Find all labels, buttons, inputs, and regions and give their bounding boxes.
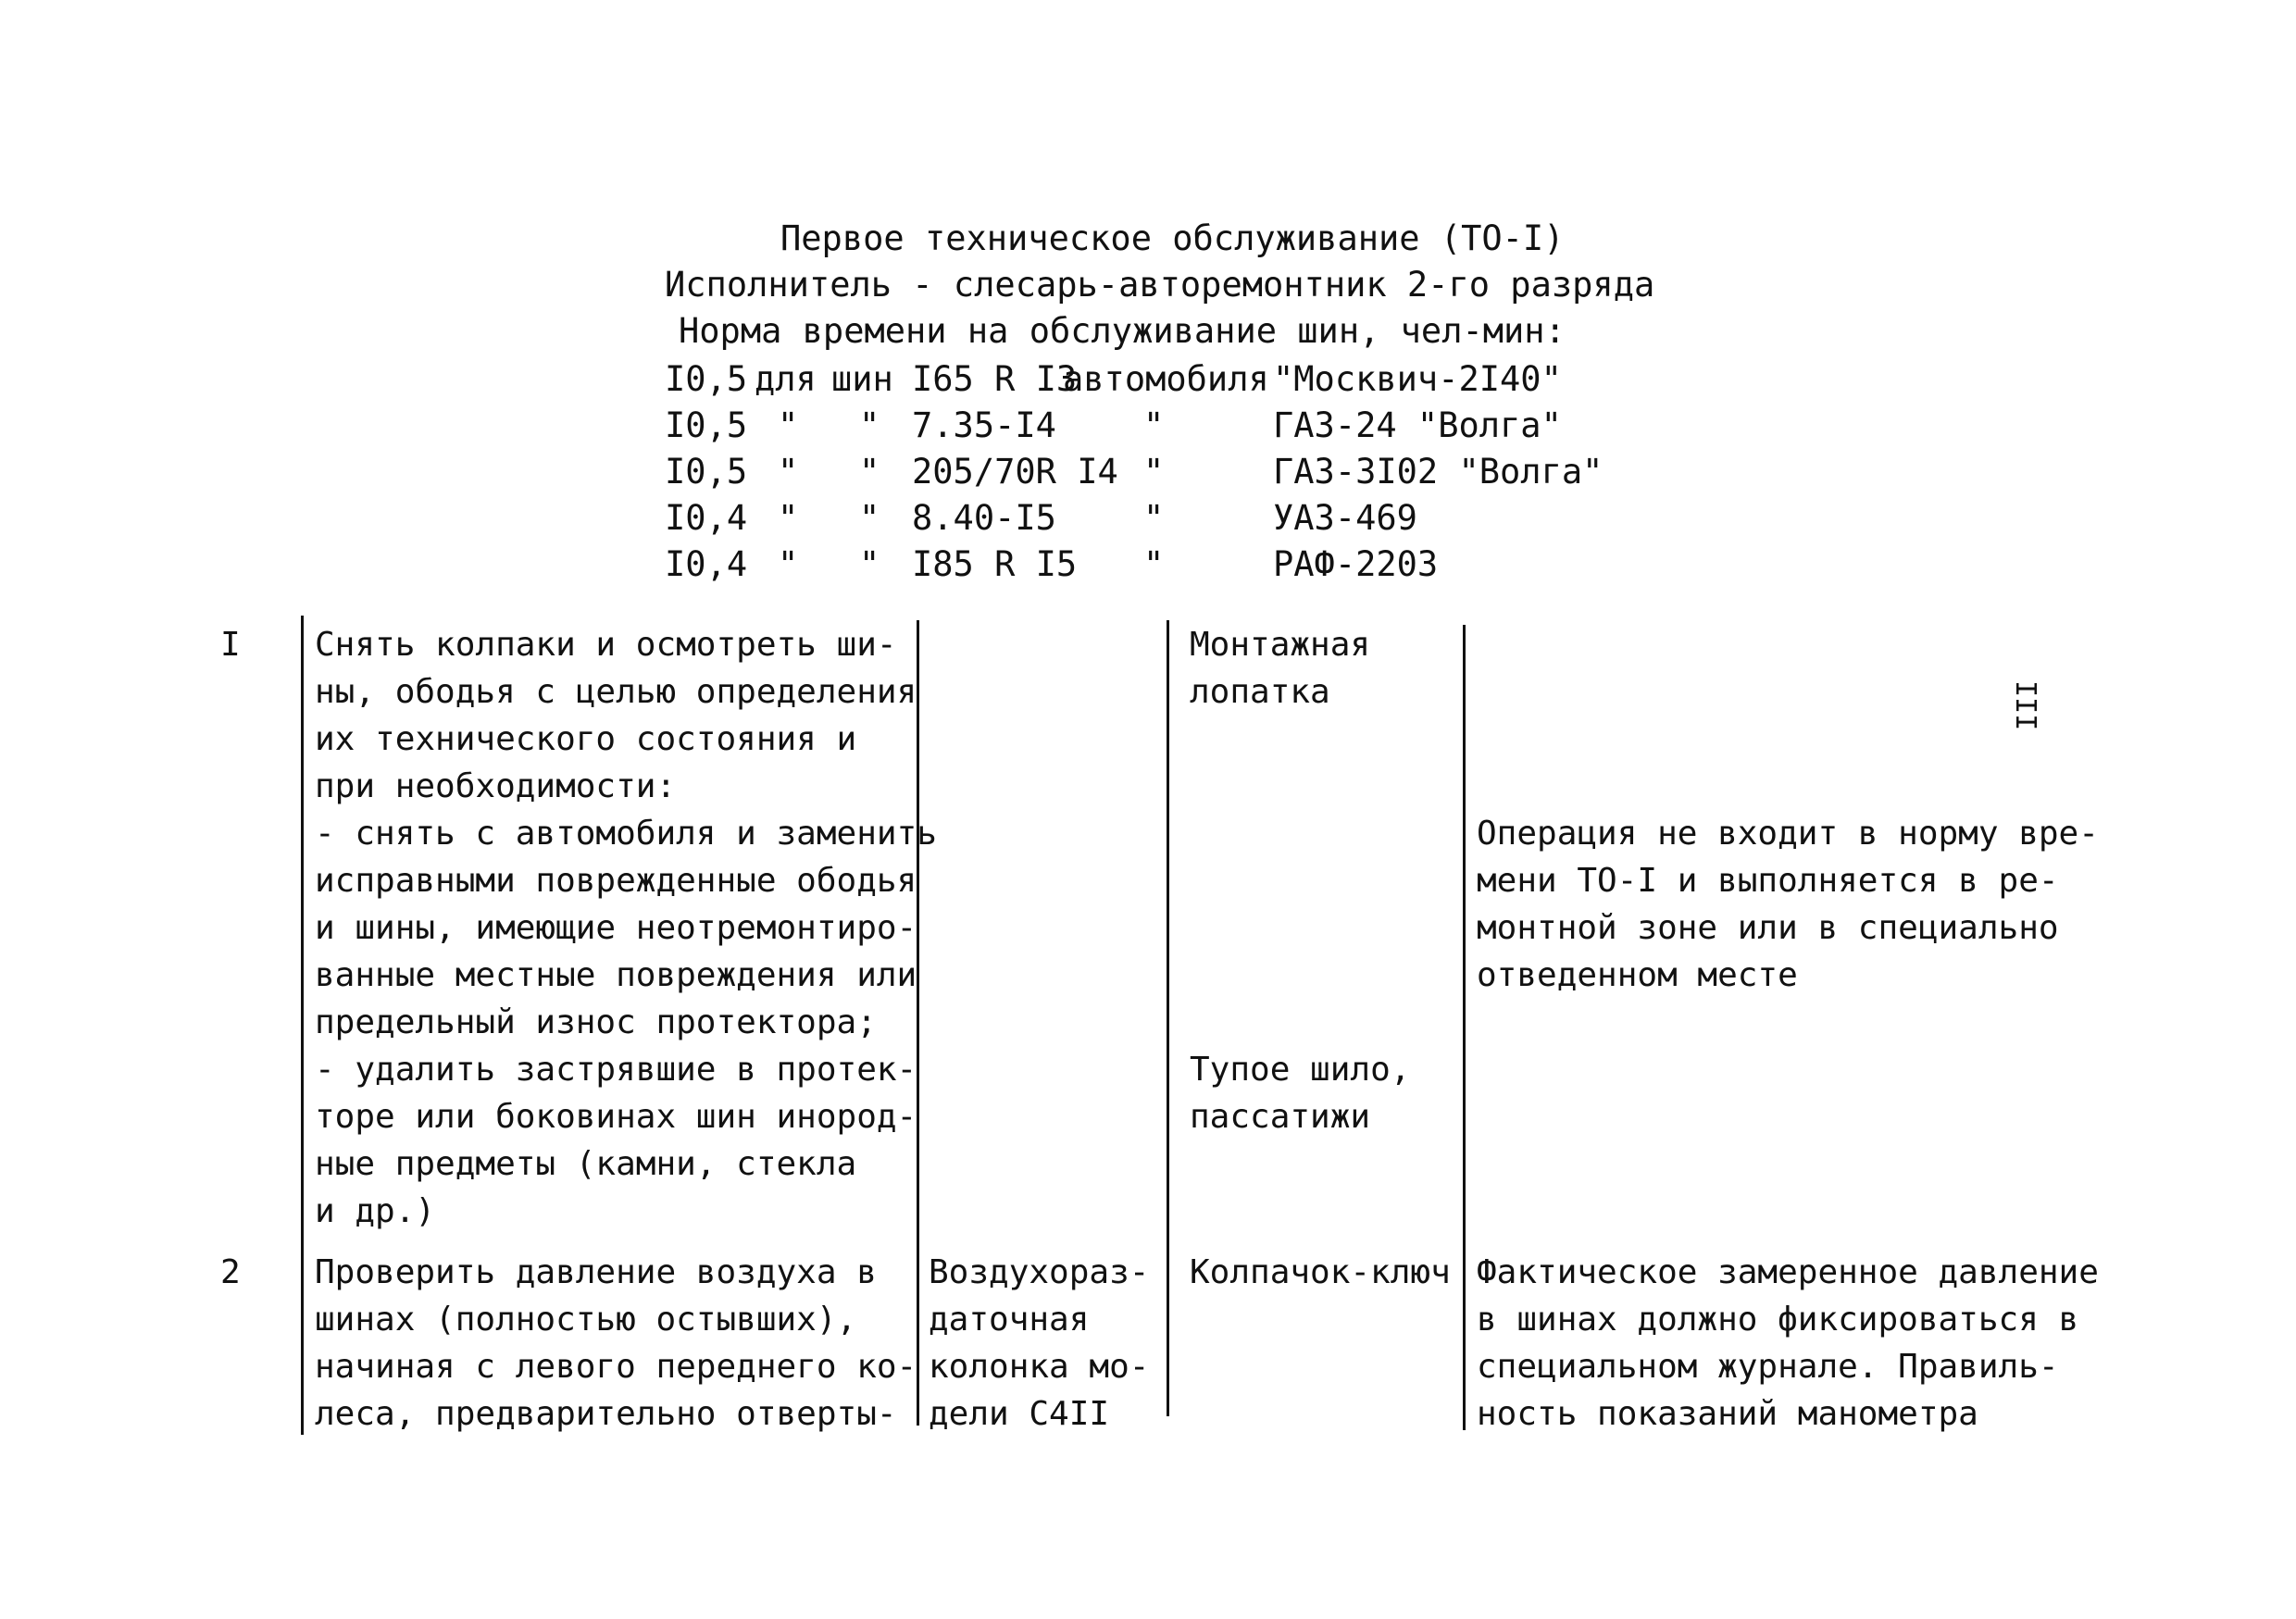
operation-line: шинах (полностью остывших), xyxy=(315,1301,857,1339)
operation-line: исправными поврежденные ободья xyxy=(315,862,917,900)
doc-title: Первое техническое обслуживание (ТО-I) xyxy=(780,218,1565,258)
column-divider xyxy=(1167,620,1169,1416)
column-divider xyxy=(301,616,304,1435)
norm-tire-size: 205/70R I4 xyxy=(912,452,1118,492)
norm-value: I0,5 xyxy=(665,359,748,399)
norm-tire-size: 7.35-I4 xyxy=(912,405,1056,445)
norm-ditto: " xyxy=(778,452,799,492)
row-number: 2 xyxy=(220,1253,241,1291)
norm-ditto: " xyxy=(859,498,880,538)
note-line: в шинах должно фиксироваться в xyxy=(1477,1301,2079,1339)
norm-value: I0,5 xyxy=(665,452,748,492)
norm-value: I0,4 xyxy=(665,498,748,538)
operation-line: Проверить давление воздуха в xyxy=(315,1253,877,1291)
equipment-line: дели С4II xyxy=(929,1395,1110,1433)
note-line: мени ТО-I и выполняется в ре- xyxy=(1477,862,2059,900)
operation-line: их технического состояния и xyxy=(315,720,857,758)
norm-ditto: " xyxy=(859,544,880,584)
tool-line: Монтажная xyxy=(1190,626,1371,664)
norm-ditto: " xyxy=(859,405,880,445)
equipment-line: Воздухораз- xyxy=(929,1253,1150,1291)
norm-car: ГАЗ-3I02 "Волга" xyxy=(1273,452,1603,492)
note-line: ность показаний манометра xyxy=(1477,1395,1978,1433)
norm-tire-size: I65 R I3 xyxy=(912,359,1078,399)
operation-line: и шины, имеющие неотремонтиро- xyxy=(315,909,917,947)
norm-car: "Москвич-2I40" xyxy=(1273,359,1562,399)
operation-line: и др.) xyxy=(315,1192,436,1230)
operation-line: Снять колпаки и осмотреть ши- xyxy=(315,626,897,664)
note-line: отведенном месте xyxy=(1477,956,1798,994)
equipment-line: даточная xyxy=(929,1301,1090,1339)
equipment-line: колонка мо- xyxy=(929,1348,1150,1386)
operation-line: торе или боковинах шин инород- xyxy=(315,1098,917,1136)
operation-line: - снять с автомобиля и заменить xyxy=(315,815,937,853)
margin-mark: III xyxy=(2009,680,2041,731)
note-line: специальном журнале. Правиль- xyxy=(1477,1348,2059,1386)
tool-line: пассатижи xyxy=(1190,1098,1371,1136)
norm-tires: шин xyxy=(831,359,893,399)
norm-ditto: " xyxy=(778,544,799,584)
operation-line: ны, ободья с целью определения xyxy=(315,673,917,711)
norm-ditto: " xyxy=(778,405,799,445)
note-line: монтной зоне или в специально xyxy=(1477,909,2059,947)
operation-line: леса, предварительно отверты- xyxy=(315,1395,897,1433)
norm-value: I0,5 xyxy=(665,405,748,445)
norm-value: I0,4 xyxy=(665,544,748,584)
tool-line: Тупое шило, xyxy=(1190,1051,1411,1089)
operation-line: при необходимости: xyxy=(315,767,677,805)
note-line: Фактическое замеренное давление xyxy=(1477,1253,2099,1291)
norm-ditto: " xyxy=(1143,498,1165,538)
operation-line: предельный износ протектора; xyxy=(315,1003,877,1041)
operation-line: - удалить застрявшие в протек- xyxy=(315,1051,917,1089)
norm-car: УАЗ-469 xyxy=(1273,498,1417,538)
norm-car: РАФ-2203 xyxy=(1273,544,1439,584)
tool-line: лопатка xyxy=(1190,673,1330,711)
norm-tire-size: 8.40-I5 xyxy=(912,498,1056,538)
column-divider xyxy=(917,620,919,1426)
operation-line: начиная с левого переднего ко- xyxy=(315,1348,917,1386)
norm-tire-size: I85 R I5 xyxy=(912,544,1078,584)
norm-caption: Норма времени на обслуживание шин, чел-мин: xyxy=(679,311,1566,351)
row-number: I xyxy=(220,626,241,664)
norm-ditto: " xyxy=(859,452,880,492)
norm-ditto: " xyxy=(1143,544,1165,584)
column-divider xyxy=(1463,625,1466,1430)
norm-for: для xyxy=(755,359,817,399)
norm-ditto: " xyxy=(778,498,799,538)
norm-ditto: " xyxy=(1143,405,1165,445)
norm-car: ГАЗ-24 "Волга" xyxy=(1273,405,1562,445)
operation-line: ванные местные повреждения или xyxy=(315,956,917,994)
operation-line: ные предметы (камни, стекла xyxy=(315,1145,857,1183)
tool-line: Колпачок-ключ xyxy=(1190,1253,1451,1291)
note-line: Операция не входит в норму вре- xyxy=(1477,815,2099,853)
norm-ditto: " xyxy=(1143,452,1165,492)
norm-vehicle-word: автомобиля xyxy=(1063,359,1269,399)
performer-line: Исполнитель - слесарь-авторемонтник 2-го разряда xyxy=(665,265,1655,305)
